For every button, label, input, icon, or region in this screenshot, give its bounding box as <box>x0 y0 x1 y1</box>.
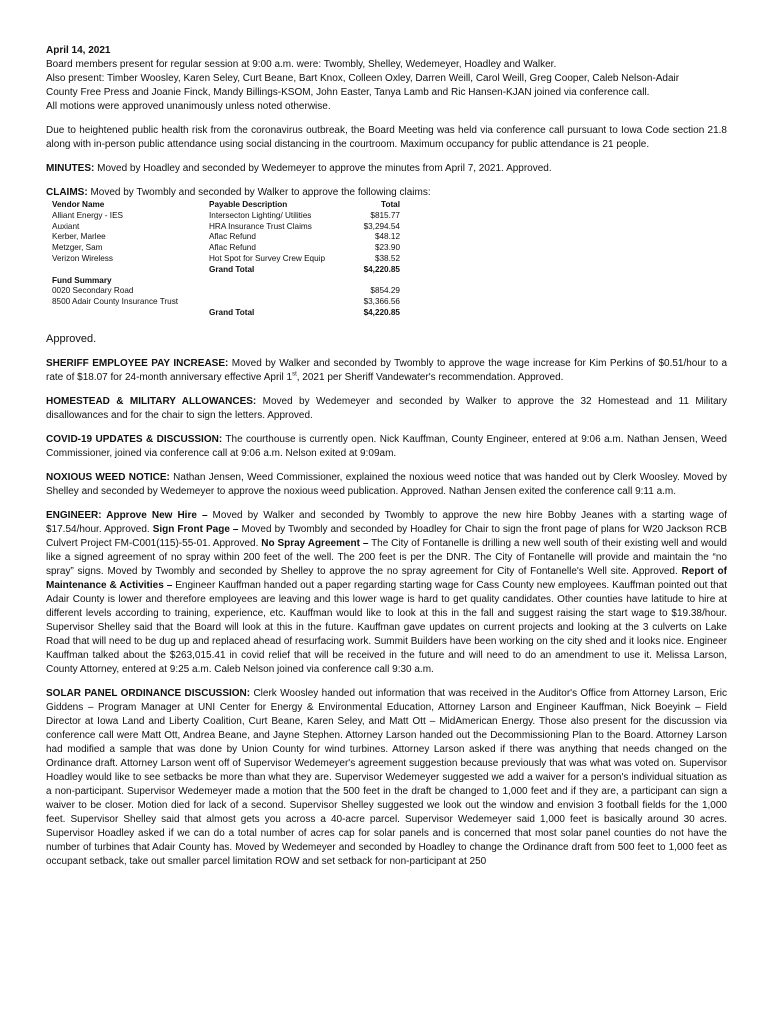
health-notice: Due to heightened public health risk from the coronavirus outbreak, the Board Meeting was held via conference call pursuant to Iowa Code section 21.8 along with in-person public attendance using social distancing in the courtroom. Maximum occupancy for public attendance is 21 people. <box>46 125 727 150</box>
claims-table <box>46 200 727 330</box>
header-line: Board members present for regular session at 9:00 a.m. were: Twombly, Shelley, Wedemeyer, Hoadley and Walker. <box>46 59 557 70</box>
minutes-heading: MINUTES: <box>46 163 95 174</box>
table-cell: Intersecton Lighting/ Utilities <box>209 210 312 220</box>
column-header: Total <box>381 200 400 209</box>
grand-total-label: Grand Total <box>209 264 255 274</box>
table-cell: Auxiant <box>52 221 80 231</box>
sign-front-page-heading: Sign Front Page – <box>152 524 239 535</box>
document-page <box>46 44 727 869</box>
table-cell: $815.77 <box>370 210 400 220</box>
sheriff-heading: SHERIFF EMPLOYEE PAY INCREASE: <box>46 358 229 369</box>
meeting-date: April 14, 2021 <box>46 45 111 56</box>
table-cell: $3,294.54 <box>363 221 400 231</box>
noxious-heading: NOXIOUS WEED NOTICE: <box>46 472 170 483</box>
claims-heading: CLAIMS: <box>46 187 88 198</box>
fund-total-label: Grand Total <box>209 307 255 317</box>
table-cell: Aflac Refund <box>209 232 256 242</box>
minutes-section: MINUTES: Moved by Hoadley and seconded by Wedemeyer to approve the minutes from April 7, 2021. Approved. <box>46 163 552 174</box>
table-cell: 8500 Adair County Insurance Trust <box>52 297 179 307</box>
table-cell: Metzger, Sam <box>52 243 103 253</box>
solar-section: SOLAR PANEL ORDINANCE DISCUSSION: Clerk Woosley handed out information that was received in the Auditor's Office from Attorney Larson, Eric Giddens – Program Manager at UNI Center for Energy & Environmental Education, Attorney Larson and Engineer Kauffman, Nick Boeyink – Field Director at Iowa Land and Liberty Coalition, Curt Beane, Karen Seley, and Matt Ott – MidAmerican Energy. Those also present for the discussion via conference call were Matt Ott, Andrea Beane, and Jayne Stephen. Attorney Larson handed out the Decommissioning Plan to the Board. Attorney Larson had modified a sample that was done by Union County for wind turbines. Attorney Larson asked if there was anything that needs changed on the Ordinance draft. Attorney Larson went off of Supervisor Wedemeyer's agreement suggestion because previously that was what was voted on. Supervisor Hoadley would like to see setbacks be more than what they are. Supervisor Wedemeyer suggested we add a waiver for a person's individual situation as a non-participant. Supervisor Wedemeyer made a motion that the 500 feet in the draft be changed to 1,000 feet and if they are, a participant can sign a waiver to be closer. Motion died for lack of a second. Supervisor Shelley suggested we look out the window and envision 3 football fields for the 1,000 feet. Supervisor Shelley said that almost gets you across a 40-acre parcel. Supervisor Wedemeyer said 1,000 feet is basically around 30 acres. Supervisor Hoadley asked if we can do a total number of acres cap for solar panels and is concerned that most solar panel counties do not have the number of turbines that Adair County has. Moved by Wedemeyer and seconded by Hoadley to change the Ordinance draft from 500 feet to 1,000 feet as occupant setback, take out smaller parcel limitation ROW and set setback for non-participant at 250 <box>46 688 727 867</box>
vendor-column <box>52 200 202 308</box>
grand-total-value: $4,220.85 <box>363 264 400 274</box>
engineer-heading: ENGINEER: Approve New Hire – <box>46 510 208 521</box>
table-cell: Kerber, Marlee <box>52 232 106 242</box>
no-spray-heading: No Spray Agreement – <box>261 538 369 549</box>
table-cell: Aflac Refund <box>209 243 256 253</box>
engineer-section: ENGINEER: Approve New Hire – Moved by Walker and seconded by Twombly to approve the new hire Bobby Jeanes with a starting wage of $17.54/hour. Approved. Sign Front Page – Moved by Twombly and seconded by Hoadley for Chair to sign the front page of plans for W20 Jackson RCB Culvert Project FM-C001(115)-55-01. Approved. No Spray Agreement – The City of Fontanelle is drilling a new well south of their existing well and would like a signed agreement of no spray within 200 feet of the well. The 200 feet is per the DNR. The City of Fontanelle will provide and maintain the “no spray” signs. Moved by Twombly and seconded by Shelley to approve the no spray agreement for City of Fontanelle's Well site. Approved. Report of Maintenance & Activities – Engineer Kauffman handed out a paper regarding starting wage for Cass County new employees. Kauffman pointed out that Adair County is lower and therefore employees are leaving and this lower wage is hard to get quality candidates. Other counties have latitude to hire at different levels according to training, experience, etc. Kauffman would like to look at this in the fall and suggest raising the start wage to $19.38/hour. Supervisor Shelley said that the Board will look at this in the future. Kauffman gave updates on current projects and looking at the 3 culverts on Lake Road that will need to be dug up and replaced ahead of resurfacing work. Summit Builders have been working on the city shed and it looks nice. Engineer Kauffman talked about the $263,015.41 in covid relief that will be received in the future and will need to do an amendment to use it. Melissa Larson, County Attorney, entered at 9:25 a.m. Caleb Nelson joined via conference call 9:30 a.m. <box>46 510 728 675</box>
maintenance-report-heading: Report of Maintenance & Activities – <box>46 566 727 591</box>
description-column <box>209 200 359 319</box>
solar-heading: SOLAR PANEL ORDINANCE DISCUSSION: <box>46 688 251 699</box>
table-cell: $48.12 <box>374 232 400 242</box>
header-line: Also present: Timber Woosley, Karen Seley, Curt Beane, Bart Knox, Colleen Oxley, Darren Weill, Carol Weill, Greg Cooper, Caleb Nelson-Adair <box>46 73 680 84</box>
table-cell: 0020 Secondary Road <box>52 286 134 296</box>
header-line: County Free Press and Joanie Finck, Mandy Billings-KSOM, John Easter, Tanya Lamb and Ric Hansen-KJAN joined via conference call. <box>46 87 650 98</box>
table-cell: $3,366.56 <box>363 297 400 307</box>
homestead-section: HOMESTEAD & MILITARY ALLOWANCES: Moved by Wedemeyer and seconded by Walker to approve the 32 Homestead and 11 Military disallowances and for the chair to sign the letters. Approved. <box>46 396 727 421</box>
column-header: Vendor Name <box>52 200 105 209</box>
covid-heading: COVID-19 UPDATES & DISCUSSION: <box>46 434 223 445</box>
column-header: Payable Description <box>209 200 288 209</box>
total-column <box>352 200 400 319</box>
homestead-heading: HOMESTEAD & MILITARY ALLOWANCES: <box>46 396 257 407</box>
table-cell: $23.90 <box>374 243 400 253</box>
claims-approved: Approved. <box>46 333 97 345</box>
claims-section: CLAIMS: Moved by Twombly and seconded by Walker to approve the following claims: <box>46 187 431 198</box>
table-cell: $38.52 <box>374 253 400 263</box>
covid-section: COVID-19 UPDATES & DISCUSSION: The courthouse is currently open. Nick Kauffman, County Engineer, entered at 9:06 a.m. Nathan Jensen, Weed Commissioner, joined via conference call at 9:06 a.m. Nelson exited at 9:09am. <box>46 434 727 459</box>
table-cell: Hot Spot for Survey Crew Equip <box>209 253 326 263</box>
table-cell: Alliant Energy - IES <box>52 210 123 220</box>
noxious-section: NOXIOUS WEED NOTICE: Nathan Jensen, Weed Commissioner, explained the noxious weed notice that was handed out by Clerk Woosley. Moved by Shelley and seconded by Wedemeyer to approve the noxious weed publication. Approved. Nathan Jensen exited the conference call 9:11 a.m. <box>46 472 727 497</box>
fund-total-value: $4,220.85 <box>363 307 400 317</box>
table-cell: $854.29 <box>370 286 400 296</box>
table-cell: Verizon Wireless <box>52 253 113 263</box>
table-cell: HRA Insurance Trust Claims <box>209 221 312 231</box>
header-line: All motions were approved unanimously unless noted otherwise. <box>46 101 331 112</box>
fund-summary-label: Fund Summary <box>52 275 112 285</box>
sheriff-section: SHERIFF EMPLOYEE PAY INCREASE: Moved by Walker and seconded by Twombly to approve the wage increase for Kim Perkins of $0.51/hour to a rate of $18.07 for 24-month anniversary effective April 1st, 2021 per Sheriff Vandewater's recommendation. Approved. <box>46 358 728 383</box>
